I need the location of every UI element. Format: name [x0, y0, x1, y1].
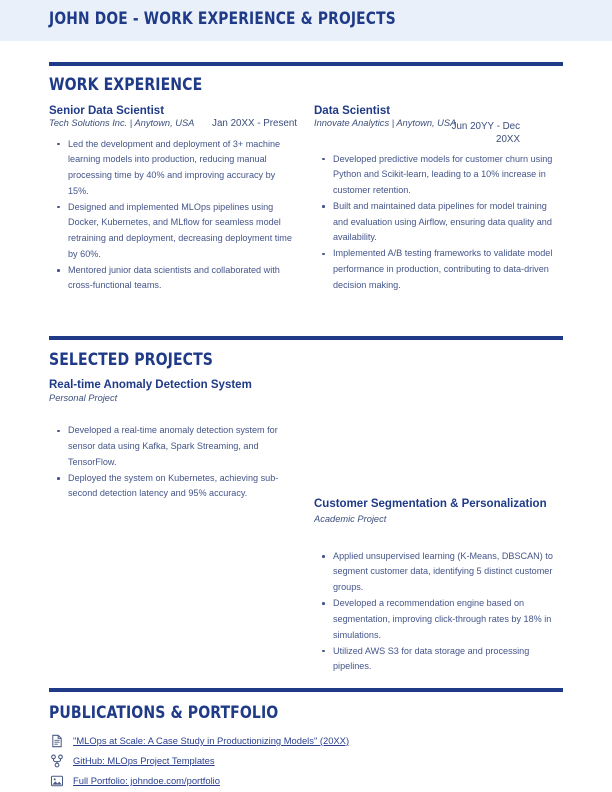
job-company: Innovate Analytics | Anytown, USA	[314, 118, 457, 129]
project-entry-anomaly-detection	[49, 379, 297, 679]
list-item: Implemented A/B testing frameworks to validate model performance in production, contributing to data-driven decision making.	[314, 246, 562, 293]
section-heading-work-experience: WORK EXPERIENCE	[49, 75, 203, 95]
list-item: Led the development and deployment of 3+ machine learning models into production, reducing manual processing time by 40% and improving accuracy by 15%.	[49, 137, 297, 200]
image-icon	[49, 774, 64, 789]
list-item[interactable]	[49, 751, 563, 771]
section-divider-publications	[49, 688, 563, 692]
list-item[interactable]	[49, 771, 563, 791]
work-entry-senior-data-scientist	[49, 104, 297, 332]
list-item[interactable]	[49, 731, 563, 751]
list-item: Developed a recommendation engine based on segmentation, improving click-through rates by 18% in simulations.	[314, 596, 562, 643]
job-bullet-list	[49, 137, 297, 294]
publication-link[interactable]: "MLOps at Scale: A Case Study in Productionizing Models" (20XX)	[73, 734, 350, 746]
list-item: Developed predictive models for customer churn using Python and Scikit-learn, leading to a 10% increase in customer retention.	[314, 152, 562, 199]
job-date: Jun 20YY - Dec 20XX	[451, 121, 520, 146]
project-bullet-list	[314, 549, 562, 675]
work-entry-data-scientist	[314, 104, 562, 336]
section-heading-publications: PUBLICATIONS & PORTFOLIO	[49, 703, 279, 723]
section-heading-selected-projects: SELECTED PROJECTS	[49, 350, 214, 370]
list-item: Applied unsupervised learning (K-Means, DBSCAN) to segment customer data, identifying 5 distinct customer groups.	[314, 549, 562, 596]
list-item: Developed a real-time anomaly detection system for sensor data using Kafka, Spark Streaming, and TensorFlow.	[49, 423, 297, 470]
document-icon	[49, 734, 64, 749]
publication-link[interactable]: Full Portfolio: johndoe.com/portfolio	[73, 774, 220, 786]
list-item: Deployed the system on Kubernetes, achieving sub-second detection latency and 95% accuracy.	[49, 471, 297, 502]
job-date: Jan 20XX - Present	[212, 118, 297, 129]
git-fork-icon	[49, 754, 64, 769]
project-subtitle: Academic Project	[314, 514, 387, 524]
list-item: Built and maintained data pipelines for model training and evaluation using Airflow, ensuring data quality and availability.	[314, 199, 562, 246]
project-title: Real-time Anomaly Detection System	[49, 379, 252, 391]
publications-list	[49, 731, 563, 791]
job-title: Data Scientist	[314, 105, 391, 117]
project-title: Customer Segmentation & Personalization	[314, 498, 547, 510]
job-company: Tech Solutions Inc. | Anytown, USA	[49, 118, 195, 129]
project-entry-customer-segmentation	[314, 498, 562, 683]
project-bullet-list	[49, 423, 297, 502]
publication-link[interactable]: GitHub: MLOps Project Templates	[73, 754, 215, 766]
job-bullet-list	[314, 152, 562, 294]
project-subtitle: Personal Project	[49, 392, 118, 403]
section-divider-projects	[49, 336, 563, 340]
list-item: Mentored junior data scientists and collaborated with cross-functional teams.	[49, 263, 297, 294]
section-divider-work	[49, 62, 563, 66]
job-title: Senior Data Scientist	[49, 105, 165, 117]
list-item: Designed and implemented MLOps pipelines using Docker, Kubernetes, and MLflow for seamless model retraining and deployment, decreasing deployment time by 60%.	[49, 200, 297, 263]
list-item: Utilized AWS S3 for data storage and processing pipelines.	[314, 644, 562, 675]
page-title: JOHN DOE - WORK EXPERIENCE & PROJECTS	[49, 9, 396, 28]
